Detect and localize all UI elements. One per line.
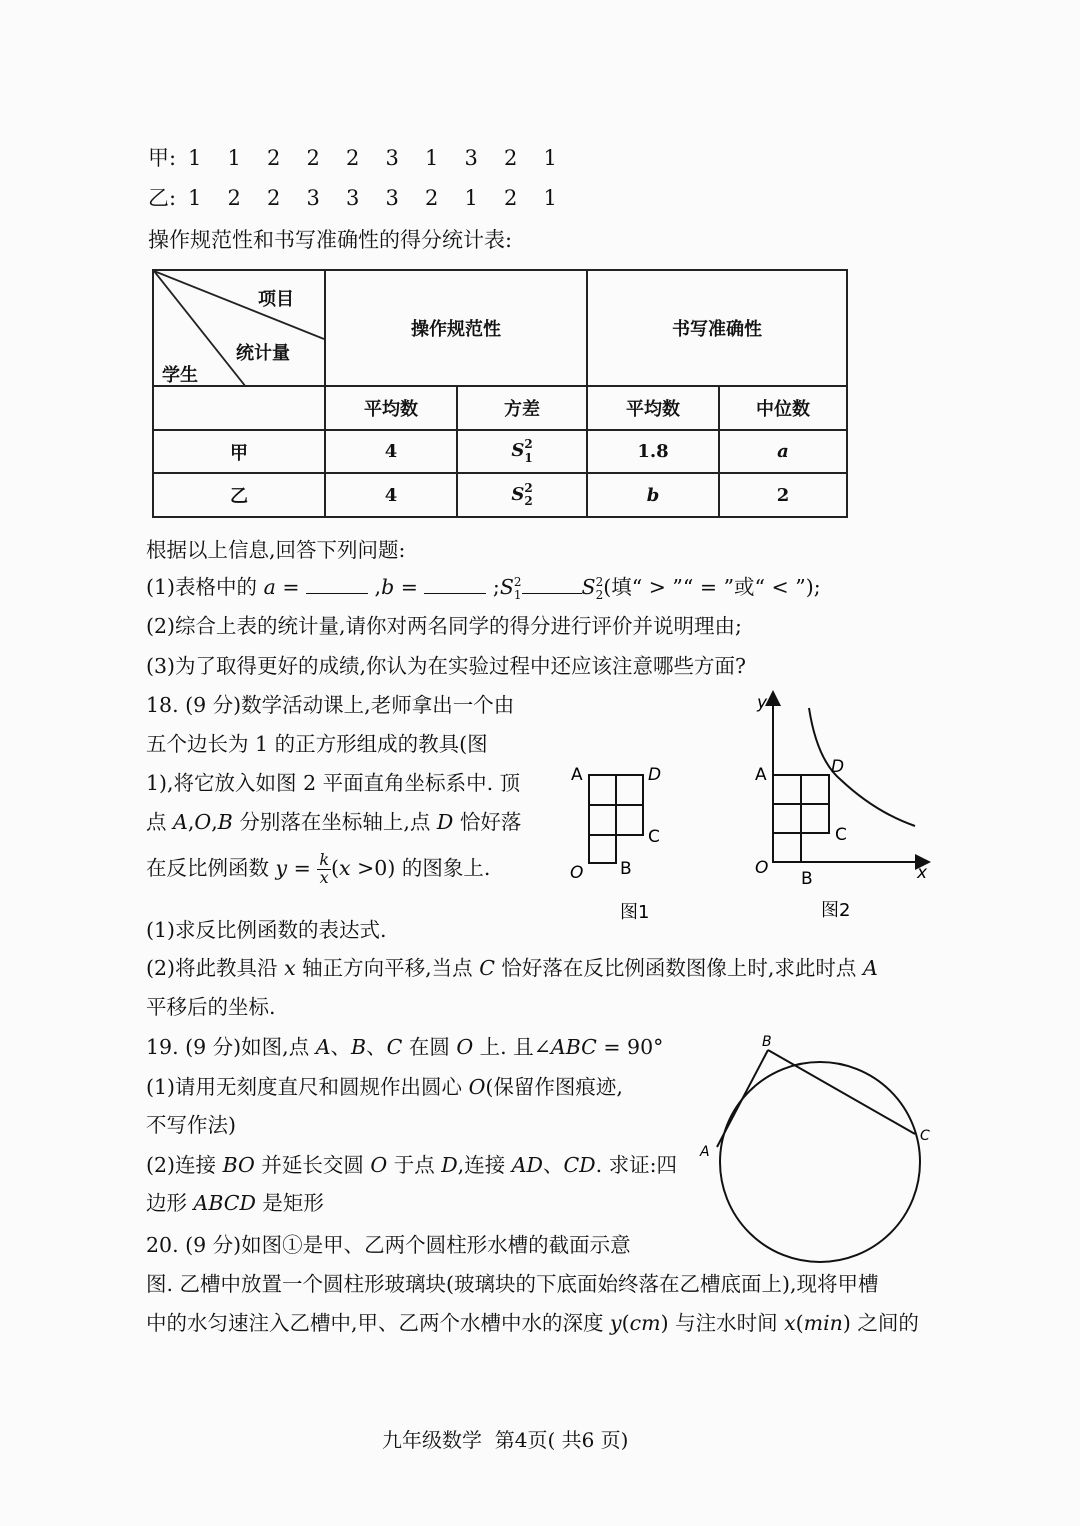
text: 恰好落 xyxy=(453,810,522,834)
fig2-label-c: C xyxy=(835,825,847,845)
text: 恰好落在反比例函数图像上时,求此时点 xyxy=(494,956,863,980)
symbol-s: S xyxy=(581,575,596,599)
superscript: 2 xyxy=(524,480,533,495)
score-value: 1 xyxy=(188,186,202,210)
text: 在圆 xyxy=(402,1035,457,1059)
unit: min xyxy=(803,1311,843,1335)
q17-part1 xyxy=(146,575,821,601)
subscript: 2 xyxy=(524,494,533,508)
table-title: 操作规范性和书写准确性的得分统计表: xyxy=(148,228,513,252)
subscript: 2 xyxy=(595,587,604,602)
circle-figure xyxy=(690,1030,940,1270)
q18-line5 xyxy=(146,852,490,887)
superscript: 2 xyxy=(513,574,522,589)
denominator: x xyxy=(319,867,329,887)
fig2-label-y: y xyxy=(757,693,768,713)
corner-label-stat: 统计量 xyxy=(236,343,290,364)
var: B xyxy=(351,1035,367,1059)
subheader-mean-1: 平均数 xyxy=(325,386,457,430)
text: ( xyxy=(795,1311,804,1335)
fig1-label-b: B xyxy=(620,859,632,879)
subscript: 1 xyxy=(513,587,522,602)
q18-line1: 18. (9 分)数学活动课上,老师拿出一个由 xyxy=(146,693,515,717)
text: = xyxy=(394,575,425,599)
score-label-jia: 甲: xyxy=(148,146,177,170)
symbol-s: S xyxy=(511,440,525,462)
text: ( xyxy=(331,855,340,880)
score-value: 2 xyxy=(267,186,281,210)
score-value: 1 xyxy=(227,146,241,170)
var: AD xyxy=(511,1153,543,1177)
score-value: 1 xyxy=(543,186,557,210)
var: C xyxy=(386,1035,403,1059)
header-writing: 书写准确性 xyxy=(587,270,847,386)
cell-value: 4 xyxy=(325,473,457,517)
text: (1)表格中的 xyxy=(146,575,264,599)
segment-bc xyxy=(768,1050,915,1134)
text: ) 与注水时间 xyxy=(660,1311,785,1335)
score-value: 2 xyxy=(227,186,241,210)
q18-line3: 1),将它放入如图 2 平面直角坐标系中. 顶 xyxy=(146,771,521,795)
text: , xyxy=(211,810,218,834)
score-value: 2 xyxy=(504,186,518,210)
text: (2)将此教具沿 xyxy=(146,956,285,980)
segment-ab xyxy=(717,1050,768,1147)
fig2-label-b: B xyxy=(801,869,813,889)
score-value: 1 xyxy=(188,146,202,170)
row-label-yi: 乙 xyxy=(153,473,325,517)
score-value: 3 xyxy=(464,146,478,170)
text: = 90° xyxy=(596,1035,664,1059)
var: O xyxy=(468,1075,486,1099)
point-label-c: C xyxy=(920,1128,930,1144)
subscript: 1 xyxy=(524,450,533,465)
score-value: 3 xyxy=(385,146,399,170)
text: = xyxy=(287,855,318,880)
empty-cell xyxy=(153,386,325,430)
score-value: 1 xyxy=(425,146,439,170)
text: 轴正方向平移,当点 xyxy=(295,956,480,980)
var: A xyxy=(315,1035,331,1059)
score-value: 1 xyxy=(543,146,557,170)
fig2-label-x: x xyxy=(917,863,928,883)
inverse-curve xyxy=(809,708,915,826)
q19-line1 xyxy=(146,1037,663,1058)
text: 是矩形 xyxy=(255,1191,324,1215)
var: B xyxy=(217,810,233,834)
table-corner-cell xyxy=(153,270,325,386)
text: 19. (9 分)如图,点 xyxy=(146,1035,316,1059)
var: ABCD xyxy=(193,1191,256,1215)
text: 、 xyxy=(330,1035,352,1059)
var: A xyxy=(173,810,188,834)
figure-1 xyxy=(560,760,680,920)
q17-intro: 根据以上信息,回答下列问题: xyxy=(146,538,406,562)
fig1-label-o: O xyxy=(570,863,584,883)
score-value: 2 xyxy=(346,146,360,170)
fig1-label-a: A xyxy=(571,765,583,785)
corner-label-student: 学生 xyxy=(162,365,198,386)
text: 分别落在坐标轴上,点 xyxy=(232,810,437,834)
score-value: 3 xyxy=(306,186,320,210)
var: x xyxy=(339,855,351,880)
var: O xyxy=(194,810,212,834)
var: x xyxy=(284,956,296,980)
q20-line1: 20. (9 分)如图①是甲、乙两个圆柱形水槽的截面示意 xyxy=(146,1233,631,1257)
subheader-median: 中位数 xyxy=(719,386,847,430)
score-row-yi xyxy=(148,188,583,209)
text: 边形 xyxy=(146,1191,194,1215)
text: ( xyxy=(621,1311,630,1335)
var-a: a xyxy=(263,575,276,599)
q18-line4 xyxy=(146,812,521,833)
figure-2 xyxy=(745,690,945,922)
var: y xyxy=(275,855,288,880)
fig2-caption: 图2 xyxy=(821,900,851,921)
var: ABC xyxy=(550,1035,597,1059)
text: 并延长交圆 xyxy=(254,1153,371,1177)
fig2-label-o: O xyxy=(755,858,769,878)
fig2-label-a: A xyxy=(755,765,767,785)
superscript: 2 xyxy=(595,574,604,589)
text: >0) 的图象上. xyxy=(350,855,491,880)
var: y xyxy=(610,1311,622,1335)
text: 、 xyxy=(366,1035,387,1059)
fraction-k-over-x xyxy=(317,852,331,887)
score-value: 2 xyxy=(306,146,320,170)
q20-line2: 图. 乙槽中放置一个圆柱形玻璃块(玻璃块的下底面始终落在乙槽底面上),现将甲槽 xyxy=(146,1272,879,1296)
row-label-jia: 甲 xyxy=(153,430,325,473)
cell-value: a xyxy=(719,430,847,473)
q18-line2: 五个边长为 1 的正方形组成的教具(图 xyxy=(146,732,488,756)
var-b: b xyxy=(381,575,395,599)
var: C xyxy=(479,956,495,980)
text: . 求证:四 xyxy=(595,1153,678,1177)
header-operation: 操作规范性 xyxy=(325,270,587,386)
text: ,连接 xyxy=(457,1153,512,1177)
text: 点 xyxy=(146,810,174,834)
answer-blank-a[interactable] xyxy=(306,575,368,594)
var: x xyxy=(784,1311,796,1335)
point-label-a: A xyxy=(700,1144,710,1160)
score-value: 2 xyxy=(267,146,281,170)
fig1-label-d: D xyxy=(648,765,662,785)
text: ; xyxy=(486,575,500,599)
score-row-jia xyxy=(148,148,583,169)
statistics-table xyxy=(152,269,848,518)
score-value: 2 xyxy=(504,146,518,170)
circle-o xyxy=(720,1062,920,1262)
subheader-variance: 方差 xyxy=(457,386,587,430)
q18-part2-cont: 平移后的坐标. xyxy=(146,995,276,1019)
var: D xyxy=(441,1153,458,1177)
text: 在反比例函数 xyxy=(146,855,276,880)
symbol-s: S xyxy=(499,575,514,599)
fig2-label-d: D xyxy=(831,757,845,777)
corner-label-item: 项目 xyxy=(258,289,294,310)
q19-part2 xyxy=(146,1155,677,1176)
text: (2)连接 xyxy=(146,1153,223,1177)
var: D xyxy=(436,810,454,834)
answer-blank-compare[interactable] xyxy=(522,575,582,594)
numerator: k xyxy=(319,850,330,869)
var: O xyxy=(370,1153,388,1177)
answer-blank-b[interactable] xyxy=(424,575,486,594)
subheader-mean-2: 平均数 xyxy=(587,386,719,430)
score-label-yi: 乙: xyxy=(148,186,177,210)
q17-part3: (3)为了取得更好的成绩,你认为在实验过程中还应该注意哪些方面? xyxy=(146,654,747,678)
text: 于点 xyxy=(387,1153,442,1177)
score-value: 2 xyxy=(425,186,439,210)
q17-part2: (2)综合上表的统计量,请你对两名同学的得分进行评价并说明理由; xyxy=(146,614,742,638)
var: O xyxy=(456,1035,474,1059)
unit: cm xyxy=(629,1311,661,1335)
fig1-caption: 图1 xyxy=(620,902,650,920)
page-footer: 九年级数学 第4页( 共6 页) xyxy=(382,1428,629,1452)
superscript: 2 xyxy=(524,437,533,452)
text: 、 xyxy=(542,1153,564,1177)
cell-value: 1.8 xyxy=(587,430,719,473)
text: (填“ > ”“ = ”或“ < ”); xyxy=(603,575,821,599)
text: (保留作图痕迹, xyxy=(485,1075,623,1099)
text: (1)请用无刻度直尺和圆规作出圆心 xyxy=(146,1075,469,1099)
q18-part2 xyxy=(146,958,878,979)
text: ) 之间的 xyxy=(842,1311,919,1335)
q19-part1 xyxy=(146,1077,623,1098)
q19-part1-cont: 不写作法) xyxy=(146,1113,236,1137)
text: , xyxy=(368,575,382,599)
point-label-b: B xyxy=(762,1034,772,1050)
text: 上. 且∠ xyxy=(473,1035,551,1059)
q18-part1: (1)求反比例函数的表达式. xyxy=(146,918,387,942)
q20-line3 xyxy=(146,1313,919,1334)
score-value: 3 xyxy=(346,186,360,210)
cell-value: b xyxy=(587,473,719,517)
symbol-s: S xyxy=(511,484,525,505)
var: BO xyxy=(222,1153,255,1177)
score-value: 1 xyxy=(464,186,478,210)
var: A xyxy=(862,956,878,980)
cell-value: 2 xyxy=(719,473,847,517)
text: 中的水匀速注入乙槽中,甲、乙两个水槽中水的深度 xyxy=(146,1311,611,1335)
score-value: 3 xyxy=(385,186,399,210)
text: , xyxy=(187,810,195,834)
text: = xyxy=(275,575,307,599)
cell-value: 4 xyxy=(325,430,457,473)
q19-part2-cont xyxy=(146,1193,324,1214)
cell-variance xyxy=(457,430,587,473)
var: CD xyxy=(563,1153,596,1177)
cell-variance xyxy=(457,473,587,517)
fig1-label-c: C xyxy=(648,827,660,847)
